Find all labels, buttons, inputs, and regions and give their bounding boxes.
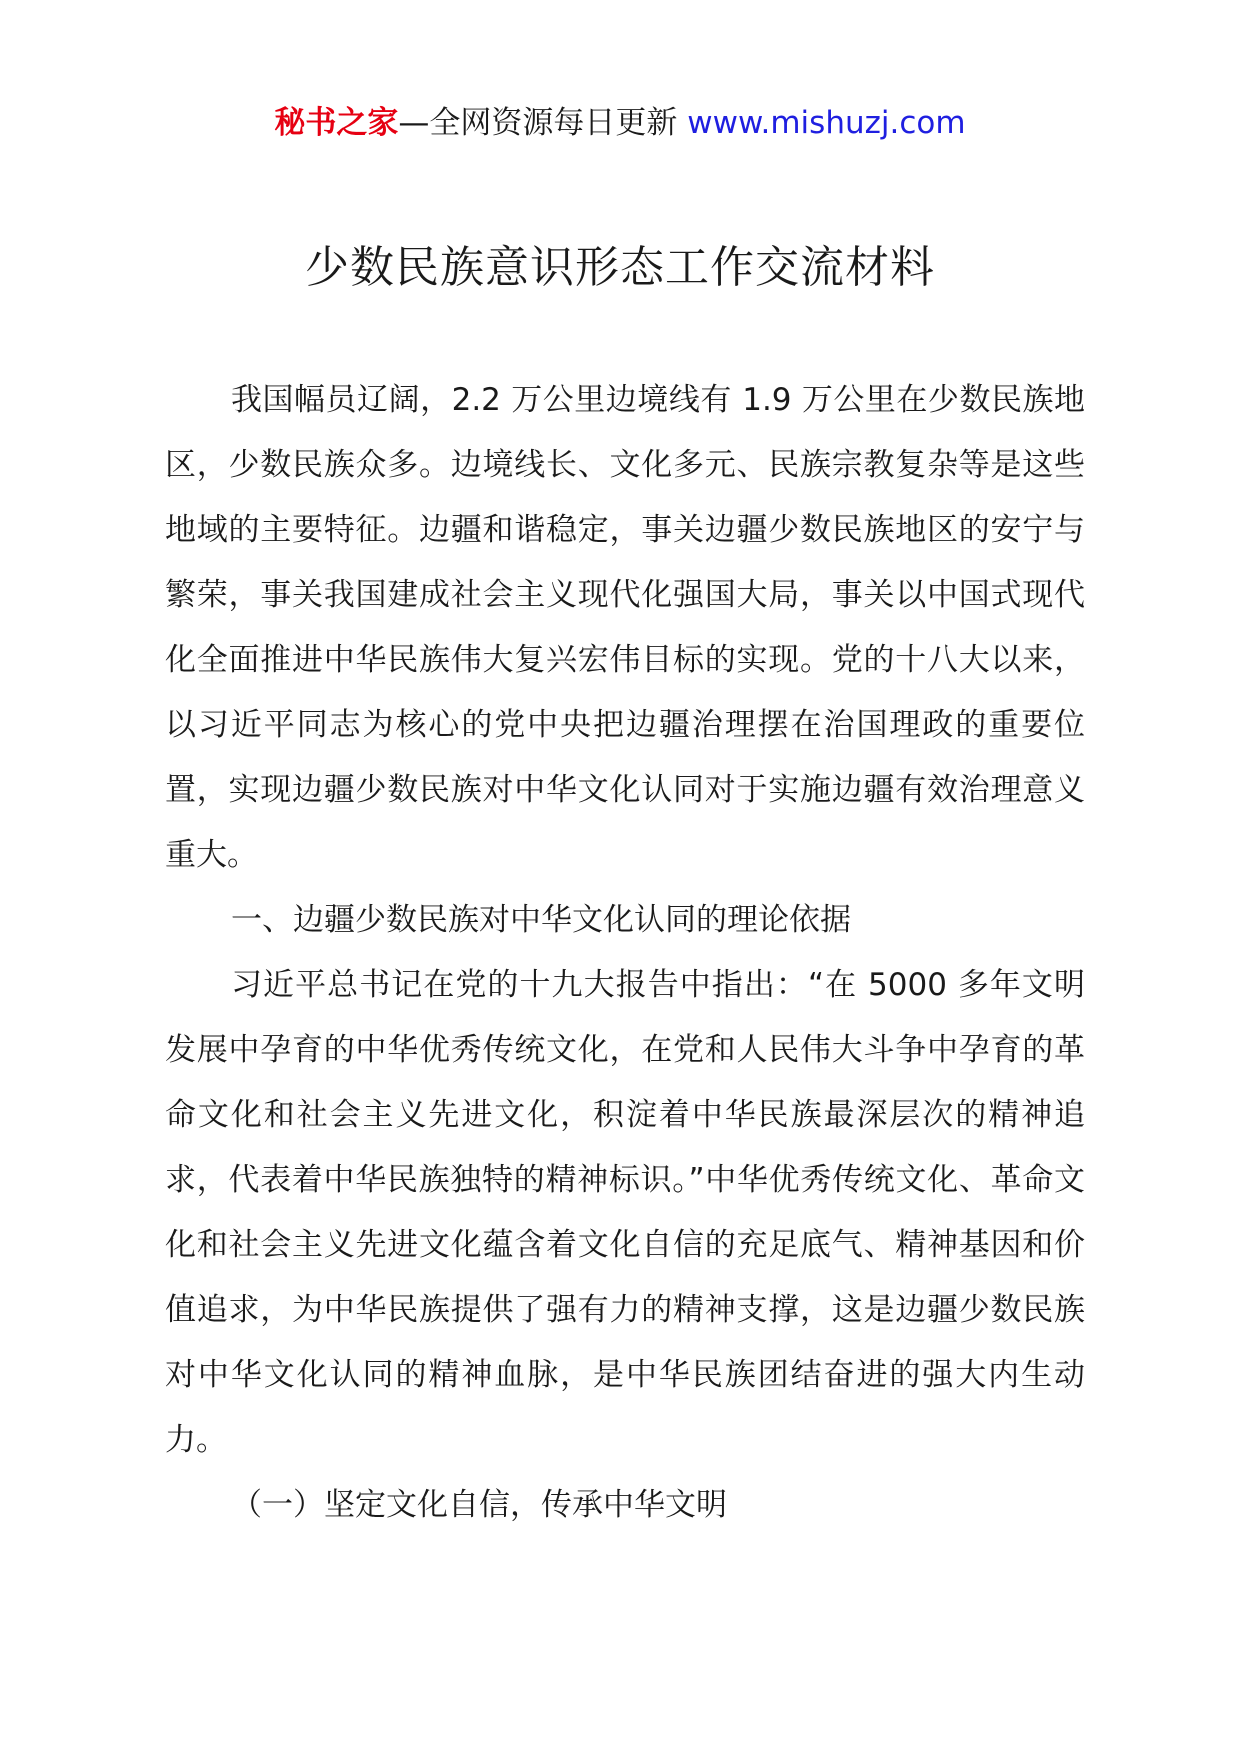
site-brand: 秘书之家 <box>274 105 399 141</box>
section-heading-1: 一、边疆少数民族对中华文化认同的理论依据 <box>231 902 851 938</box>
document-body <box>165 368 1085 1538</box>
paragraph-theory: 习近平总书记在党的十九大报告中指出：“在 5000 多年文明发展中孕育的中华优秀传统文化，在党和人民伟大斗争中孕育的革命文化和社会主义先进文化，积淀着中华民族最深层次的精神追求，代表着中华民族独特的精神标识。”中华优秀传统文化、革命文化和社会主义先进文化蕴含着文化自信的充足底气、精神基因和价值追求，为中华民族提供了强有力的精神支撑，这是边疆少数民族对中华文化认同的精神血脉，是中华民族团结奋进的强大内生动力。 <box>165 967 1085 1458</box>
subsection-heading-1: （一）坚定文化自信，传承中华文明 <box>231 1487 727 1523</box>
site-url-link[interactable]: www.mishuzj.com <box>687 105 966 141</box>
document-title: 少数民族意识形态工作交流材料 <box>305 242 935 293</box>
site-tagline: —全网资源每日更新 <box>398 105 678 141</box>
site-header <box>0 100 1240 146</box>
paragraph-intro: 我国幅员辽阔，2.2 万公里边境线有 1.9 万公里在少数民族地区，少数民族众多。边境线长、文化多元、民族宗教复杂等是这些地域的主要特征。边疆和谐稳定，事关边疆少数民族地区的安宁与繁荣，事关我国建成社会主义现代化强国大局，事关以中国式现代化全面推进中华民族伟大复兴宏伟目标的实现。党的十八大以来，以习近平同志为核心的党中央把边疆治理摆在治国理政的重要位置，实现边疆少数民族对中华文化认同对于实施边疆有效治理意义重大。 <box>165 382 1085 873</box>
